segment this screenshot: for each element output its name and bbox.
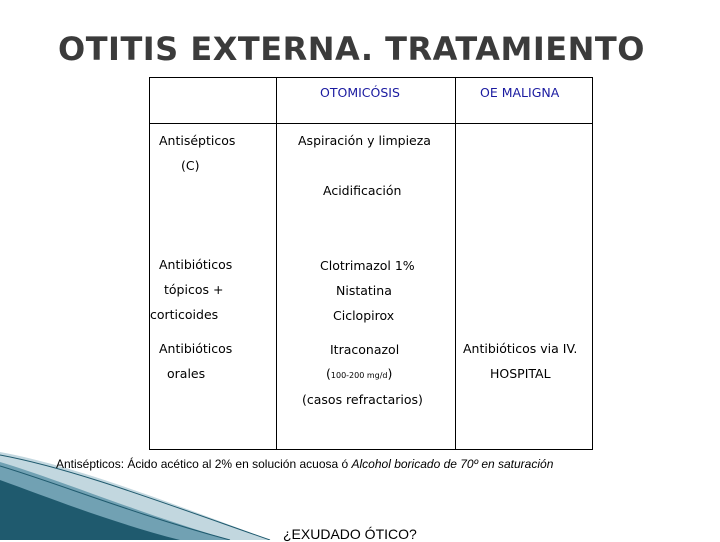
- row2-col2-line1: Clotrimazol 1%: [320, 258, 415, 273]
- row1-col2-line1: Aspiración y limpieza: [298, 133, 431, 148]
- row2-label-line2: tópicos +: [164, 282, 224, 297]
- row3-dose-close: ): [387, 366, 393, 381]
- row1-label-line1: Antisépticos: [159, 133, 236, 148]
- table-divider-header: [149, 123, 593, 124]
- header-oe-maligna: OE MALIGNA: [480, 85, 560, 100]
- table-divider-col2: [455, 77, 456, 450]
- row3-col3-line1: Antibióticos via IV.: [463, 341, 578, 356]
- row2-label-line1: Antibióticos: [159, 257, 233, 272]
- row2-label-line3: corticoides: [150, 307, 219, 322]
- row3-col3-line2: HOSPITAL: [490, 366, 551, 381]
- header-otomicosis: OTOMICÓSIS: [320, 85, 400, 100]
- slide-title: OTITIS EXTERNA. TRATAMIENTO: [58, 30, 645, 68]
- row3-dose-open: (: [326, 366, 331, 381]
- row3-col2-line1: Itraconazol: [330, 342, 400, 357]
- footnote-prefix: Antisépticos: Ácido acético al 2% en solución acuosa ó: [56, 457, 352, 471]
- bottom-question: ¿EXUDADO ÓTICO?: [283, 526, 417, 542]
- row3-label-line1: Antibióticos: [159, 341, 233, 356]
- row3-label-line2: orales: [167, 366, 206, 381]
- row1-col2-line2: Acidificación: [323, 183, 402, 198]
- table-divider-col1: [276, 77, 277, 450]
- footnote-antisepticos: [56, 457, 553, 471]
- row3-col2-line3: (casos refractarios): [302, 392, 423, 407]
- row2-col2-line3: Ciclopirox: [333, 308, 395, 323]
- row1-label-line2: (C): [181, 158, 200, 173]
- row3-dose-value: 100-200 mg/d: [330, 371, 388, 380]
- footnote-italic: Alcohol boricado de 70º en saturación: [351, 457, 554, 471]
- row2-col2-line2: Nistatina: [336, 283, 392, 298]
- decorative-wave-graphic: [0, 440, 300, 540]
- row3-col2-dose: [326, 366, 392, 381]
